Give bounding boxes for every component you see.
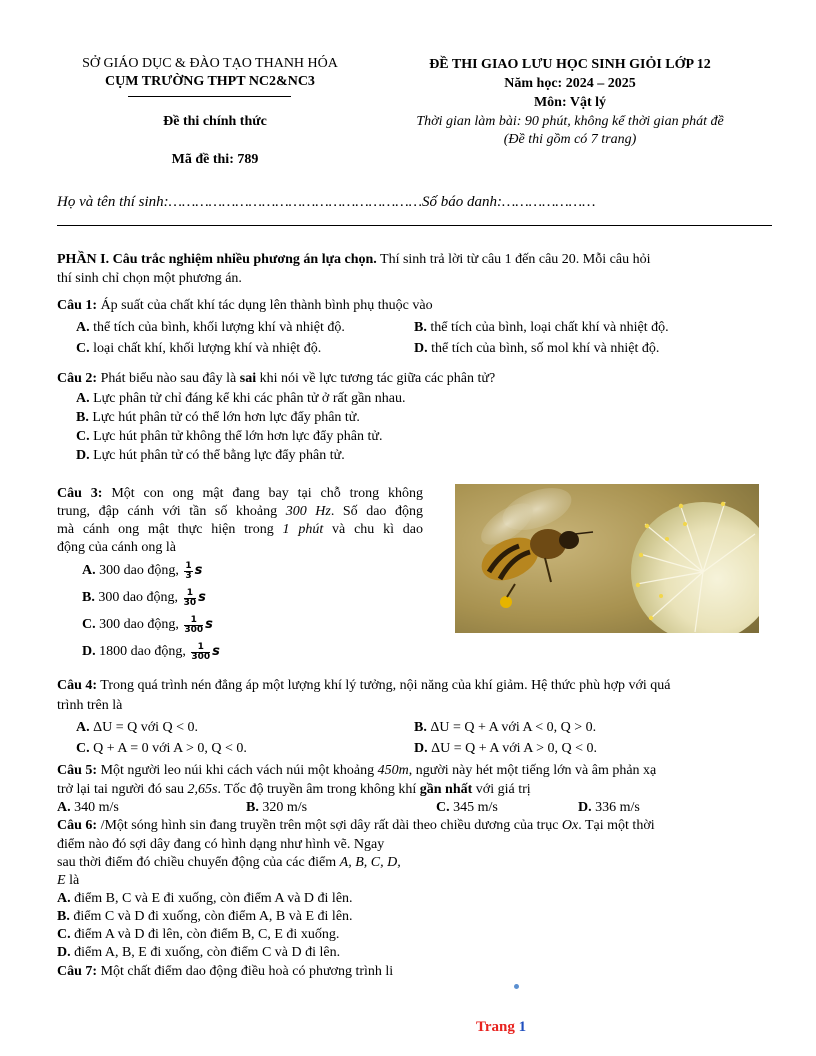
footer-word: Trang (476, 1019, 515, 1035)
q5-option-c[interactable]: C. 345 m/s (436, 800, 498, 815)
bee-photo (455, 484, 759, 633)
page-number: 1 (518, 1019, 527, 1035)
department-name: SỞ GIÁO DỤC & ĐÀO TẠO THANH HÓA (82, 56, 338, 71)
header-left (50, 55, 370, 91)
q2-option-b[interactable]: B. Lực hút phân tử có thể lớn hơn lực đẩy phân tử. (76, 410, 360, 425)
time-limit: Thời gian làm bài: 90 phút, không kể thời gian phát đề (416, 114, 724, 129)
q4-option-c[interactable]: C. Q + A = 0 với A > 0, Q < 0. (76, 741, 247, 756)
part1-title: PHẦN I. Câu trắc nghiệm nhiều phương án lựa chọn. (57, 252, 377, 267)
q4-option-a[interactable]: A. ΔU = Q với Q < 0. (76, 720, 199, 735)
school-year: Năm học: 2024 – 2025 (504, 76, 636, 91)
candidate-info-line: Họ và tên thí sinh:…………………………………………………Số báo danh:………………… (57, 194, 596, 210)
q3-option-a[interactable]: A. 300 dao động, $\frac{1}{3}$ s (82, 560, 203, 581)
q6-option-c[interactable]: C. điểm A và D đi lên, còn điểm B, C, E đi xuống. (57, 927, 340, 942)
exam-code: Mã đề thi: 789 (171, 152, 259, 167)
question-5: Câu 5: Một người leo núi khi cách vách núi một khoảng 450m, người này hét một tiếng lớn và âm phản xạ (57, 763, 657, 778)
question-4-cont: trình trên là (57, 698, 123, 713)
fraction: $\frac{1}{300}$ (184, 614, 204, 635)
q2-option-c[interactable]: C. Lực hút phân tử không thể lớn hơn lực đẩy phân tử. (76, 429, 383, 444)
marker-dot (514, 984, 519, 989)
q3-option-c[interactable]: C. 300 dao động, $\frac{1}{300}$ s (82, 614, 213, 635)
part1-instructions-2: thí sinh chỉ chọn một phương án. (57, 271, 242, 286)
fraction: $\frac{1}{3}$ (185, 560, 192, 581)
question-6-cont-3: E là (57, 873, 80, 888)
question-6-cont-1: điểm nào đó sợi dây đang có hình dạng như hình vẽ. Ngay (57, 837, 385, 852)
bee-flower-image (455, 484, 759, 633)
part1-instructions: PHẦN I. Câu trắc nghiệm nhiều phương án lựa chọn. Thí sinh trả lời từ câu 1 đến câu 20. Mỗi câu hỏi (57, 252, 651, 267)
question-6: Câu 6: /Một sóng hình sin đang truyền trên một sợi dây rất dài theo chiều dương của trục Ox. Tại một thời (57, 818, 655, 833)
q3-option-b[interactable]: B. 300 dao động, $\frac{1}{30}$ s (82, 587, 206, 608)
q1-option-d[interactable]: D. thể tích của bình, số mol khí và nhiệt độ. (414, 341, 660, 356)
q5-option-d[interactable]: D. 336 m/s (578, 800, 640, 815)
q2-option-a[interactable]: A. Lực phân tử chỉ đáng kể khi các phân tử ở rất gần nhau. (76, 391, 406, 406)
question-1: Câu 1: Áp suất của chất khí tác dụng lên thành bình phụ thuộc vào (57, 298, 433, 313)
question-3: Câu 3: Một con ong mật đang bay tại chỗ trong không trung, đập cánh với tần số khoảng 300 Hz. Số dao động mà cánh ong mật thực hiện trong 1 phút và chu kì dao động của cánh ong là (57, 486, 424, 555)
q1-option-b[interactable]: B. thể tích của bình, loại chất khí và nhiệt độ. (414, 320, 669, 335)
q6-option-a[interactable]: A. điểm B, C và E đi xuống, còn điểm A và D đi lên. (57, 891, 353, 906)
q5-option-a[interactable]: A. 340 m/s (57, 800, 119, 815)
exam-title: ĐỀ THI GIAO LƯU HỌC SINH GIỎI LỚP 12 (429, 57, 711, 72)
subject: Môn: Vật lý (533, 95, 607, 110)
q6-option-b[interactable]: B. điểm C và D đi xuống, còn điểm A, B và E đi lên. (57, 909, 353, 924)
q5-option-b[interactable]: B. 320 m/s (246, 800, 308, 815)
q3-option-d[interactable]: D. 1800 dao động, $\frac{1}{300}$ s (82, 641, 220, 662)
page-footer (476, 1019, 526, 1036)
question-6-cont-2: sau thời điểm đó chiều chuyển động của các điểm A, B, C, D, (57, 855, 401, 870)
page-count: (Đề thi gồm có 7 trang) (503, 132, 637, 147)
q6-option-d[interactable]: D. điểm A, B, E đi xuống, còn điểm C và D đi lên. (57, 945, 341, 960)
question-7: Câu 7: Một chất điểm dao động điều hoà có phương trình li (57, 964, 394, 979)
q1-option-c[interactable]: C. loại chất khí, khối lượng khí và nhiệt độ. (76, 341, 322, 356)
q4-option-b[interactable]: B. ΔU = Q + A với A < 0, Q > 0. (414, 720, 597, 735)
cluster-name: CỤM TRƯỜNG THPT NC2&NC3 (105, 74, 315, 89)
fraction: $\frac{1}{30}$ (183, 587, 197, 608)
fraction: $\frac{1}{300}$ (191, 641, 211, 662)
question-4: Câu 4: Trong quá trình nén đẳng áp một lượng khí lý tưởng, nội năng của khí giảm. Hệ thức phù hợp với quá (57, 678, 671, 693)
q4-option-d[interactable]: D. ΔU = Q + A với A > 0, Q < 0. (414, 741, 597, 756)
header-rule (57, 225, 772, 226)
header-right (360, 55, 780, 148)
q2-option-d[interactable]: D. Lực hút phân tử có thể bằng lực đẩy phân tử. (76, 448, 345, 463)
question-5-cont: trở lại tai người đó sau 2,65s. Tốc độ truyền âm trong không khí gần nhất với giá trị (57, 782, 531, 797)
question-2: Câu 2: Phát biểu nào sau đây là sai khi nói về lực tương tác giữa các phân tử? (57, 371, 496, 386)
q1-option-a[interactable]: A. thể tích của bình, khối lượng khí và nhiệt độ. (76, 320, 345, 335)
header-divider (128, 96, 291, 97)
official-label: Đề thi chính thức (163, 114, 267, 129)
